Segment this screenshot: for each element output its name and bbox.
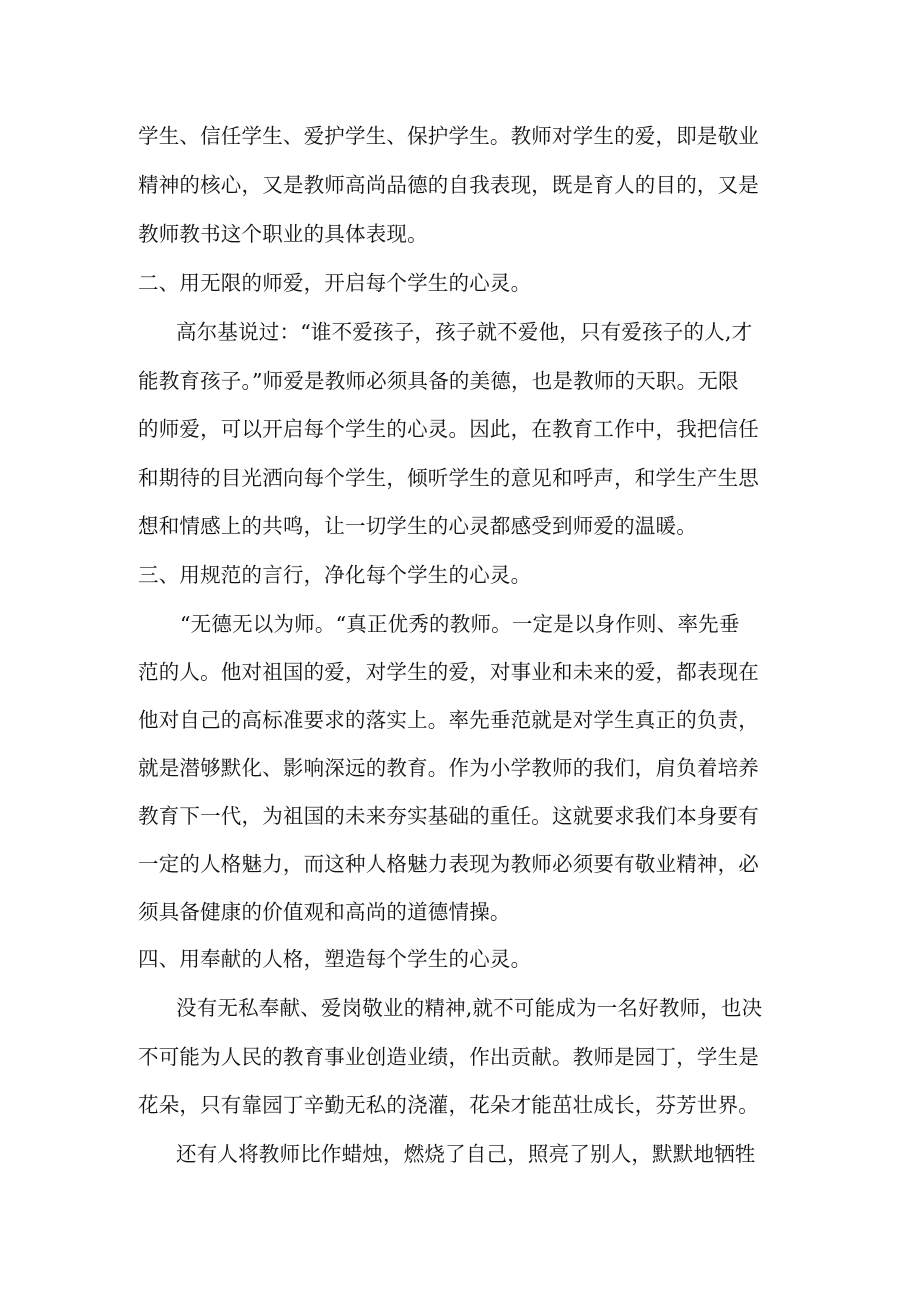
body-text-line: 精神的核心，又是教师高尚品德的自我表现，既是育人的目的，又是	[138, 173, 759, 197]
body-text-line: 想和情感上的共鸣，让一切学生的心灵都感受到师爱的温暖。	[138, 514, 697, 538]
body-text-line: 不可能为人民的教育事业创造业绩，作出贡献。教师是园丁，学生是	[138, 1045, 759, 1069]
section-heading: 三、用规范的言行，净化每个学生的心灵。	[138, 563, 532, 587]
body-text-line: 一定的人格魅力，而这种人格魅力表现为教师必须要有敬业精神，必	[138, 852, 759, 876]
body-text-line: 范的人。他对祖国的爱，对学生的爱，对事业和未来的爱，都表现在	[138, 660, 759, 684]
section-heading: 二、用无限的师爱，开启每个学生的心灵。	[138, 271, 532, 295]
body-text-line: 能教育孩子。”师爱是教师必须具备的美德，也是教师的天职。无限	[138, 369, 739, 393]
section-heading: 四、用奉献的人格，塑造每个学生的心灵。	[138, 947, 532, 971]
body-text-line: 没有无私奉献、爱岗敬业的精神,就不可能成为一名好教师，也决	[176, 996, 763, 1020]
body-text-line: 须具备健康的价值观和高尚的道德情操。	[138, 900, 511, 924]
body-text-line: 还有人将教师比作蜡烛，燃烧了自己，照亮了别人，默默地牺牲	[176, 1142, 756, 1166]
body-text-line: 他对自己的高标准要求的落实上。率先垂范就是对学生真正的负责，	[138, 708, 759, 732]
body-text-line: 学生、信任学生、爱护学生、保护学生。教师对学生的爱，即是敬业	[138, 124, 759, 148]
body-text-line: 花朵，只有靠园丁辛勤无私的浇灌，花朵才能茁壮成长，芬芳世界。	[138, 1093, 759, 1117]
body-text-line: 和期待的目光洒向每个学生，倾听学生的意见和呼声，和学生产生思	[138, 466, 759, 490]
body-text-line: 教育下一代，为祖国的未来夯实基础的重任。这就要求我们本身要有	[138, 804, 759, 828]
body-text-line: “无德无以为师。“真正优秀的教师。一定是以身作则、率先垂	[180, 612, 740, 636]
body-text-line: 高尔基说过：“谁不爱孩子，孩子就不爱他，只有爱孩子的人,才	[176, 320, 753, 344]
body-text-line: 教师教书这个职业的具体表现。	[138, 222, 428, 246]
body-text-line: 的师爱，可以开启每个学生的心灵。因此，在教育工作中，我把信任	[138, 417, 759, 441]
body-text-line: 就是潜够默化、影响深远的教育。作为小学教师的我们，肩负着培养	[138, 756, 759, 780]
